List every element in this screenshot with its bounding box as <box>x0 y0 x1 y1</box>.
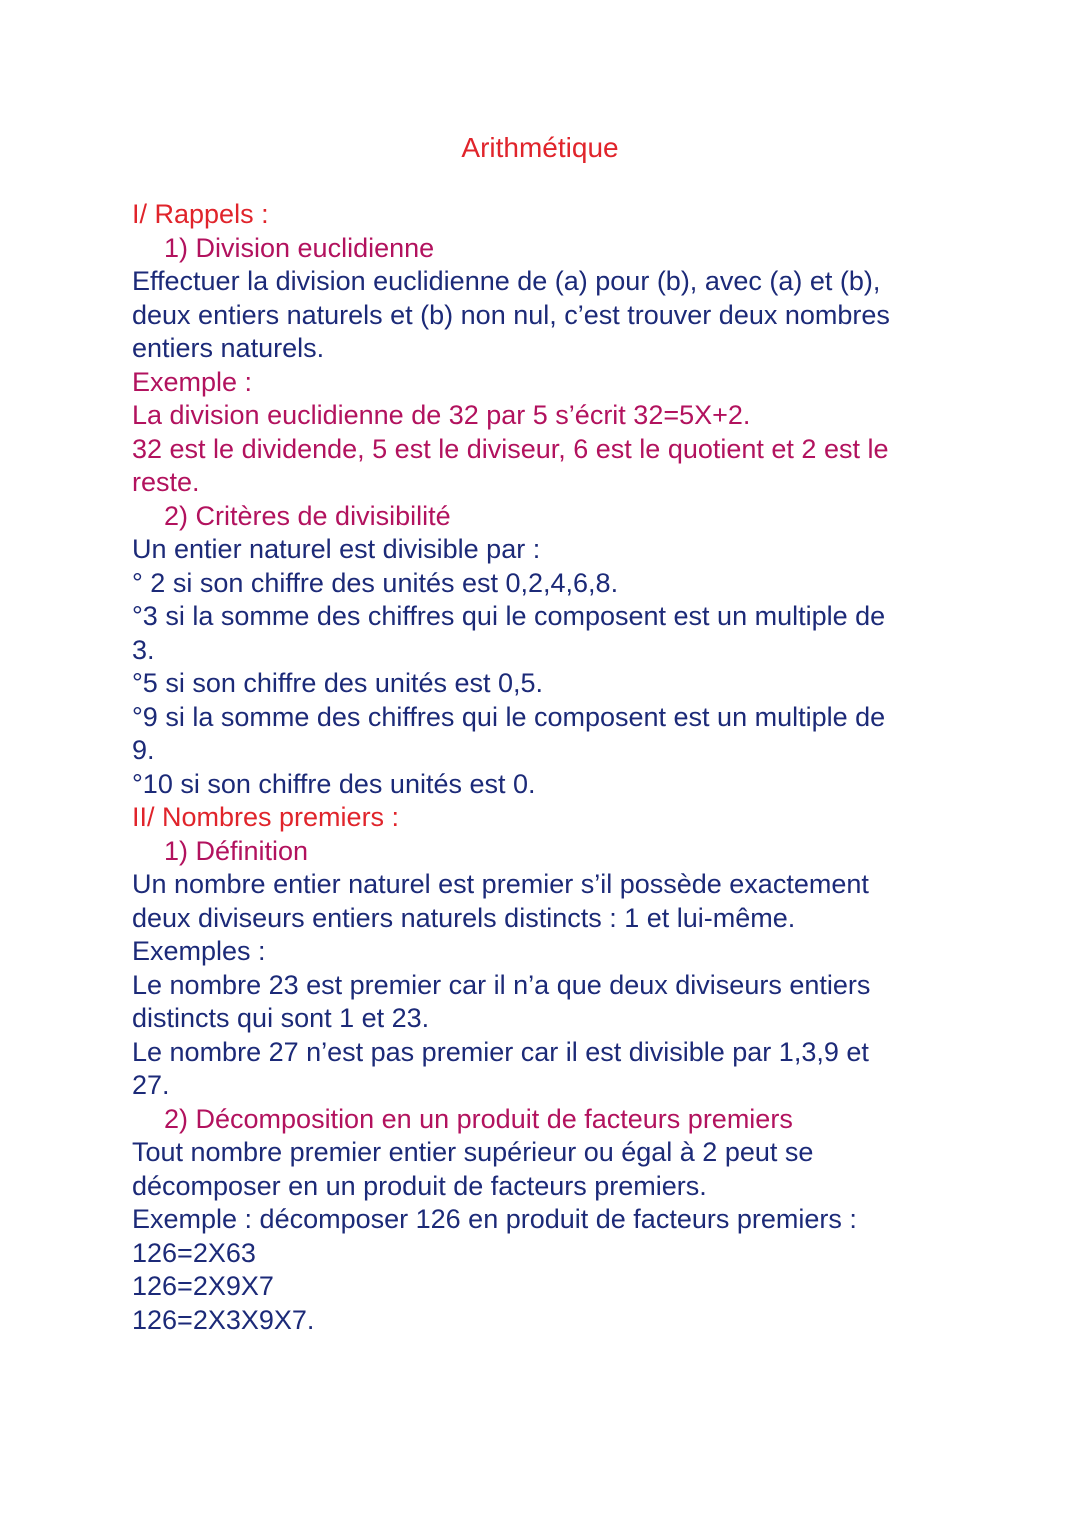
body-line: Exemples : <box>132 936 266 966</box>
body-line: distincts qui sont 1 et 23. <box>132 1003 430 1033</box>
body-line: Le nombre 23 est premier car il n’a que deux diviseurs entiers <box>132 969 871 1000</box>
criterion-line: °9 si la somme des chiffres qui le composent est un multiple de <box>132 701 886 732</box>
body-line: Un nombre entier naturel est premier s’il possède exactement <box>132 869 869 899</box>
example-line: 32 est le dividende, 5 est le diviseur, 6 est le quotient et 2 est le <box>132 433 889 464</box>
body-line: Tout nombre premier entier supérieur ou égal à 2 peut se <box>132 1137 814 1167</box>
body-line: deux entiers naturels et (b) non nul, c’est trouver deux nombres <box>132 299 890 330</box>
body-line: décomposer en un produit de facteurs premiers. <box>132 1170 707 1201</box>
body-line: Exemple : décomposer 126 en produit de facteurs premiers : <box>132 1204 857 1234</box>
criterion-line: 9. <box>132 735 155 765</box>
page-title: Arithmétique <box>461 132 619 163</box>
body-line: 27. <box>132 1070 170 1100</box>
criterion-line: °5 si son chiffre des unités est 0,5. <box>132 668 544 698</box>
document-content <box>132 198 962 1337</box>
body-line: Le nombre 27 n’est pas premier car il est divisible par 1,3,9 et <box>132 1036 869 1067</box>
equation-line: 126=2X9X7 <box>132 1271 274 1301</box>
body-line: Un entier naturel est divisible par : <box>132 534 541 564</box>
subheading-definition: 1) Définition <box>164 835 309 866</box>
section-heading-nombres-premiers: II/ Nombres premiers : <box>132 802 400 832</box>
subheading-decomposition: 2) Décomposition en un produit de facteurs premiers <box>164 1103 793 1134</box>
criterion-line: °3 si la somme des chiffres qui le composent est un multiple de <box>132 601 886 631</box>
equation-line: 126=2X63 <box>132 1237 256 1268</box>
subheading-criteres-divisibilite: 2) Critères de divisibilité <box>164 500 451 531</box>
subheading-division-euclidienne: 1) Division euclidienne <box>164 232 435 263</box>
body-line: Effectuer la division euclidienne de (a) pour (b), avec (a) et (b), <box>132 266 881 296</box>
section-heading-rappels: I/ Rappels : <box>132 199 269 229</box>
example-label: Exemple : <box>132 366 253 397</box>
example-line: La division euclidienne de 32 par 5 s’écrit 32=5X+2. <box>132 400 751 430</box>
criterion-line: 3. <box>132 634 155 665</box>
example-line: reste. <box>132 467 200 497</box>
body-line: entiers naturels. <box>132 333 325 363</box>
equation-line: 126=2X3X9X7. <box>132 1304 315 1335</box>
body-line: deux diviseurs entiers naturels distincts : 1 et lui-même. <box>132 902 796 933</box>
criterion-line: ° 2 si son chiffre des unités est 0,2,4,6,8. <box>132 567 619 598</box>
criterion-line: °10 si son chiffre des unités est 0. <box>132 768 536 799</box>
